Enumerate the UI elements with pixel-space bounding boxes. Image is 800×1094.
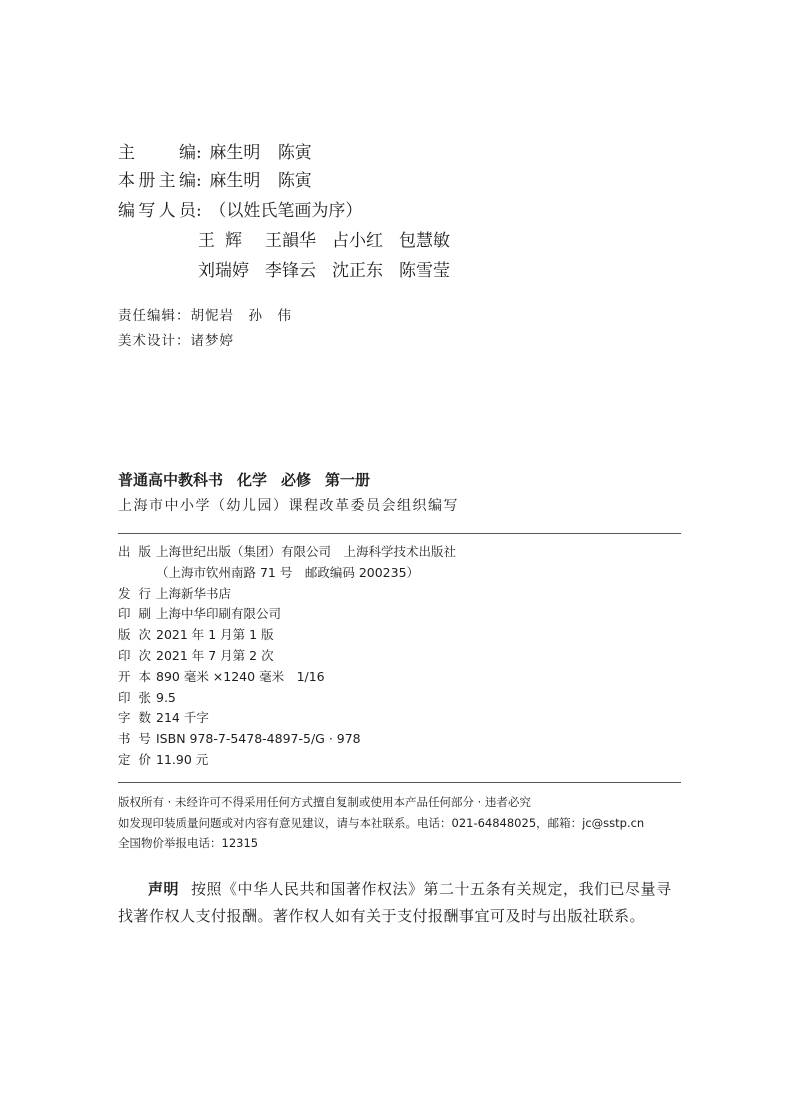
pub-row: 开本890 毫米 ×1240 毫米 1/16 [118,668,325,684]
book-title-volume: 第一册 [325,471,371,489]
copyright-notes [118,792,644,854]
writers-names-row-2 [198,256,466,286]
chief-editor-label: 主编 [118,143,196,163]
pub-row: 定价11.90 元 [118,751,209,767]
pub-row: 印次2021 年 7 月第 2 次 [118,647,274,663]
divider-top [118,533,681,534]
chief-editor-name: 陈寅 [277,143,312,163]
pub-row: 印刷上海中华印刷有限公司 [118,606,282,622]
art-design: 美术设计：诸梦婷 [118,333,234,349]
volume-editor-name: 麻生明 [209,171,261,191]
writer-name: 王辉 [198,231,242,251]
pub-row: （上海市钦州南路 71 号 邮政编码 200235） [156,564,420,580]
book-title-type: 必修 [281,471,312,489]
pub-row: 印张9.5 [118,689,176,705]
copyright-line: 版权所有 · 未经许可不得采用任何方式擅自复制或使用本产品任何部分 · 违者必究 [118,795,531,809]
writer-name: 占小红 [332,231,383,251]
contact-line: 如发现印装质量问题或对内容有意见建议，请与本社联系。电话：021-64848025，邮箱：jc@sstp.cn [118,815,645,830]
writers-label: 编写人员 [118,201,196,221]
statement-keyword: 声明 [148,880,180,898]
book-title [118,469,384,490]
price-report-line: 全国物价举报电话：12315 [118,836,259,850]
organizer-line: 上海市中小学（幼儿园）课程改革委员会组织编写 [118,498,459,514]
pub-row: 发行上海新华书店 [118,585,232,601]
volume-editor-label: 本册主编 [118,171,196,191]
book-title-series: 普通高中教科书 [118,471,224,489]
writer-name: 刘瑞婷 [198,261,249,281]
pub-row: 出版上海世纪出版（集团）有限公司 上海科学技术出版社 [118,544,457,559]
pub-row: 字数214 千字 [118,710,209,726]
volume-editor-row: 本册主编: 麻生明 陈寅 [118,168,324,194]
book-title-subject: 化学 [237,471,268,489]
chief-editor-name: 麻生明 [209,143,261,163]
pub-row: 版次2021 年 1 月第 1 版 [118,627,274,643]
writers-note: （以姓氏笔画为序） [209,201,363,221]
statement-text: 按照《中华人民共和国著作权法》第二十五条有关规定，我们已尽量寻找著作权人支付报酬。著作权人如有关于支付报酬事宜可及时与出版社联系。 [118,880,672,925]
publication-info [118,542,456,771]
writers-names-row-1 [198,226,466,256]
writer-name: 陈雪莹 [399,261,450,281]
statement-paragraph [118,876,684,930]
writer-name: 包慧敏 [399,231,450,251]
responsible-editor: 责任编辑：胡怩岩 孙 伟 [118,308,292,324]
pub-row: 书号ISBN 978-7-5478-4897-5/G · 978 [118,731,361,747]
chief-editor-row: 主编: 麻生明 陈寅 [118,140,324,166]
staff-block [118,304,292,354]
writers-row: 编写人员: （以姓氏笔画为序） [118,198,362,224]
writer-name: 李锋云 [265,261,316,281]
writer-name: 沈正东 [332,261,383,281]
volume-editor-name: 陈寅 [277,171,312,191]
writer-name: 王韻华 [265,231,316,251]
divider-bottom [118,782,681,783]
